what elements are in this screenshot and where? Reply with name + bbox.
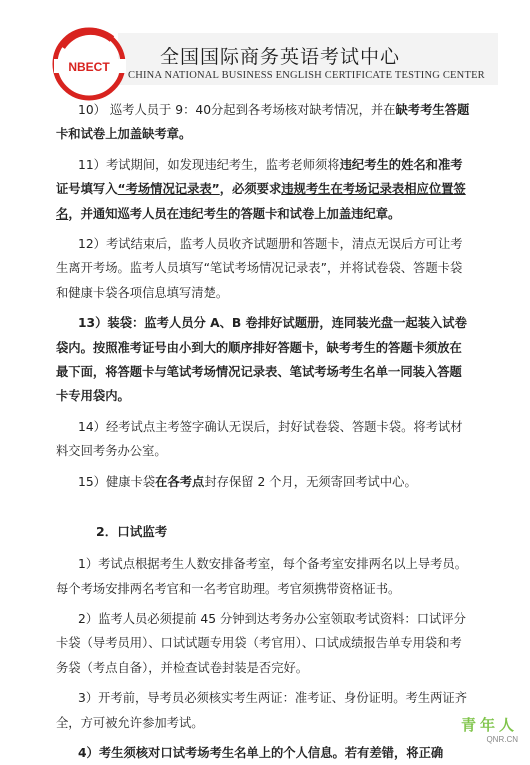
watermark-text: 青年人	[460, 716, 518, 734]
logo-text: NBECT	[68, 60, 110, 74]
center-title: 全国国际商务英语考试中心	[160, 46, 401, 68]
watermark-domain: QNR.CN	[486, 735, 518, 744]
oral-item-1: 1）考试点根据考生人数安排备考室，每个备考室安排两名以上导考员。每个考场安排两名考官和一名考官助理。考官须携带资格证书。	[56, 557, 468, 596]
nbect-logo	[52, 27, 126, 101]
section-2-title: 2．口试监考	[96, 524, 168, 540]
item-14: 14）经考试点主考签字确认无误后，封好试卷袋、答题卡袋。将考试材料交回考务办公室。	[56, 419, 463, 459]
center-subtitle: CHINA NATIONAL BUSINESS ENGLISH CERTIFICATE TESTING CENTER	[128, 70, 485, 81]
item-13: 13）装袋：监考人员分 A、B 卷排好试题册，连同装光盘一起装入试卷袋内。按照准考证号由小到大的顺序排好答题卡，缺考考生的答题卡须放在最下面，将答题卡与笔试考场情况记录表、笔试考场考生名单一同装入答题卡专用袋内。	[56, 316, 467, 404]
document-header	[0, 0, 530, 95]
document-body	[56, 98, 470, 765]
oral-item-4: 4）考生须核对口试考场考生名单上的个人信息。若有差错，将正确	[78, 745, 444, 760]
oral-item-3: 3）开考前，导考员必须核实考生两证：准考证、身份证明。考生两证齐全，方可被允许参加考试。	[56, 691, 468, 730]
watermark	[461, 714, 518, 744]
oral-item-2: 2）监考人员必须提前 45 分钟到达考务办公室领取考试资料：口试评分卡袋（导考员用）、口试试题专用袋（考官用）、口试成绩报告单专用袋和考务袋（考点自备），并检查试卷封装是否完好。	[56, 611, 466, 675]
item-10: 10） 巡考人员于 9：40分起到各考场核对缺考情况，并在缺考考生答题卡和试卷上加盖缺考章。	[56, 103, 470, 142]
item-15: 15）健康卡袋在各考点封存保留 2 个月，无须寄回考试中心。	[78, 474, 417, 489]
item-11: 11）考试期间，如发现违纪考生，监考老师须将违纪考生的姓名和准考证号填写入“考场情况记录表”，必须要求违规考生在考场记录表相应位置签名，并通知巡考人员在违纪考生的答题卡和试卷上加盖违纪章。	[56, 157, 466, 221]
item-12: 12）考试结束后，监考人员收齐试题册和答题卡，清点无误后方可让考生离开考场。监考人员填写“笔试考场情况记录表”，并将试卷袋、答题卡袋和健康卡袋各项信息填写清楚。	[56, 237, 463, 300]
